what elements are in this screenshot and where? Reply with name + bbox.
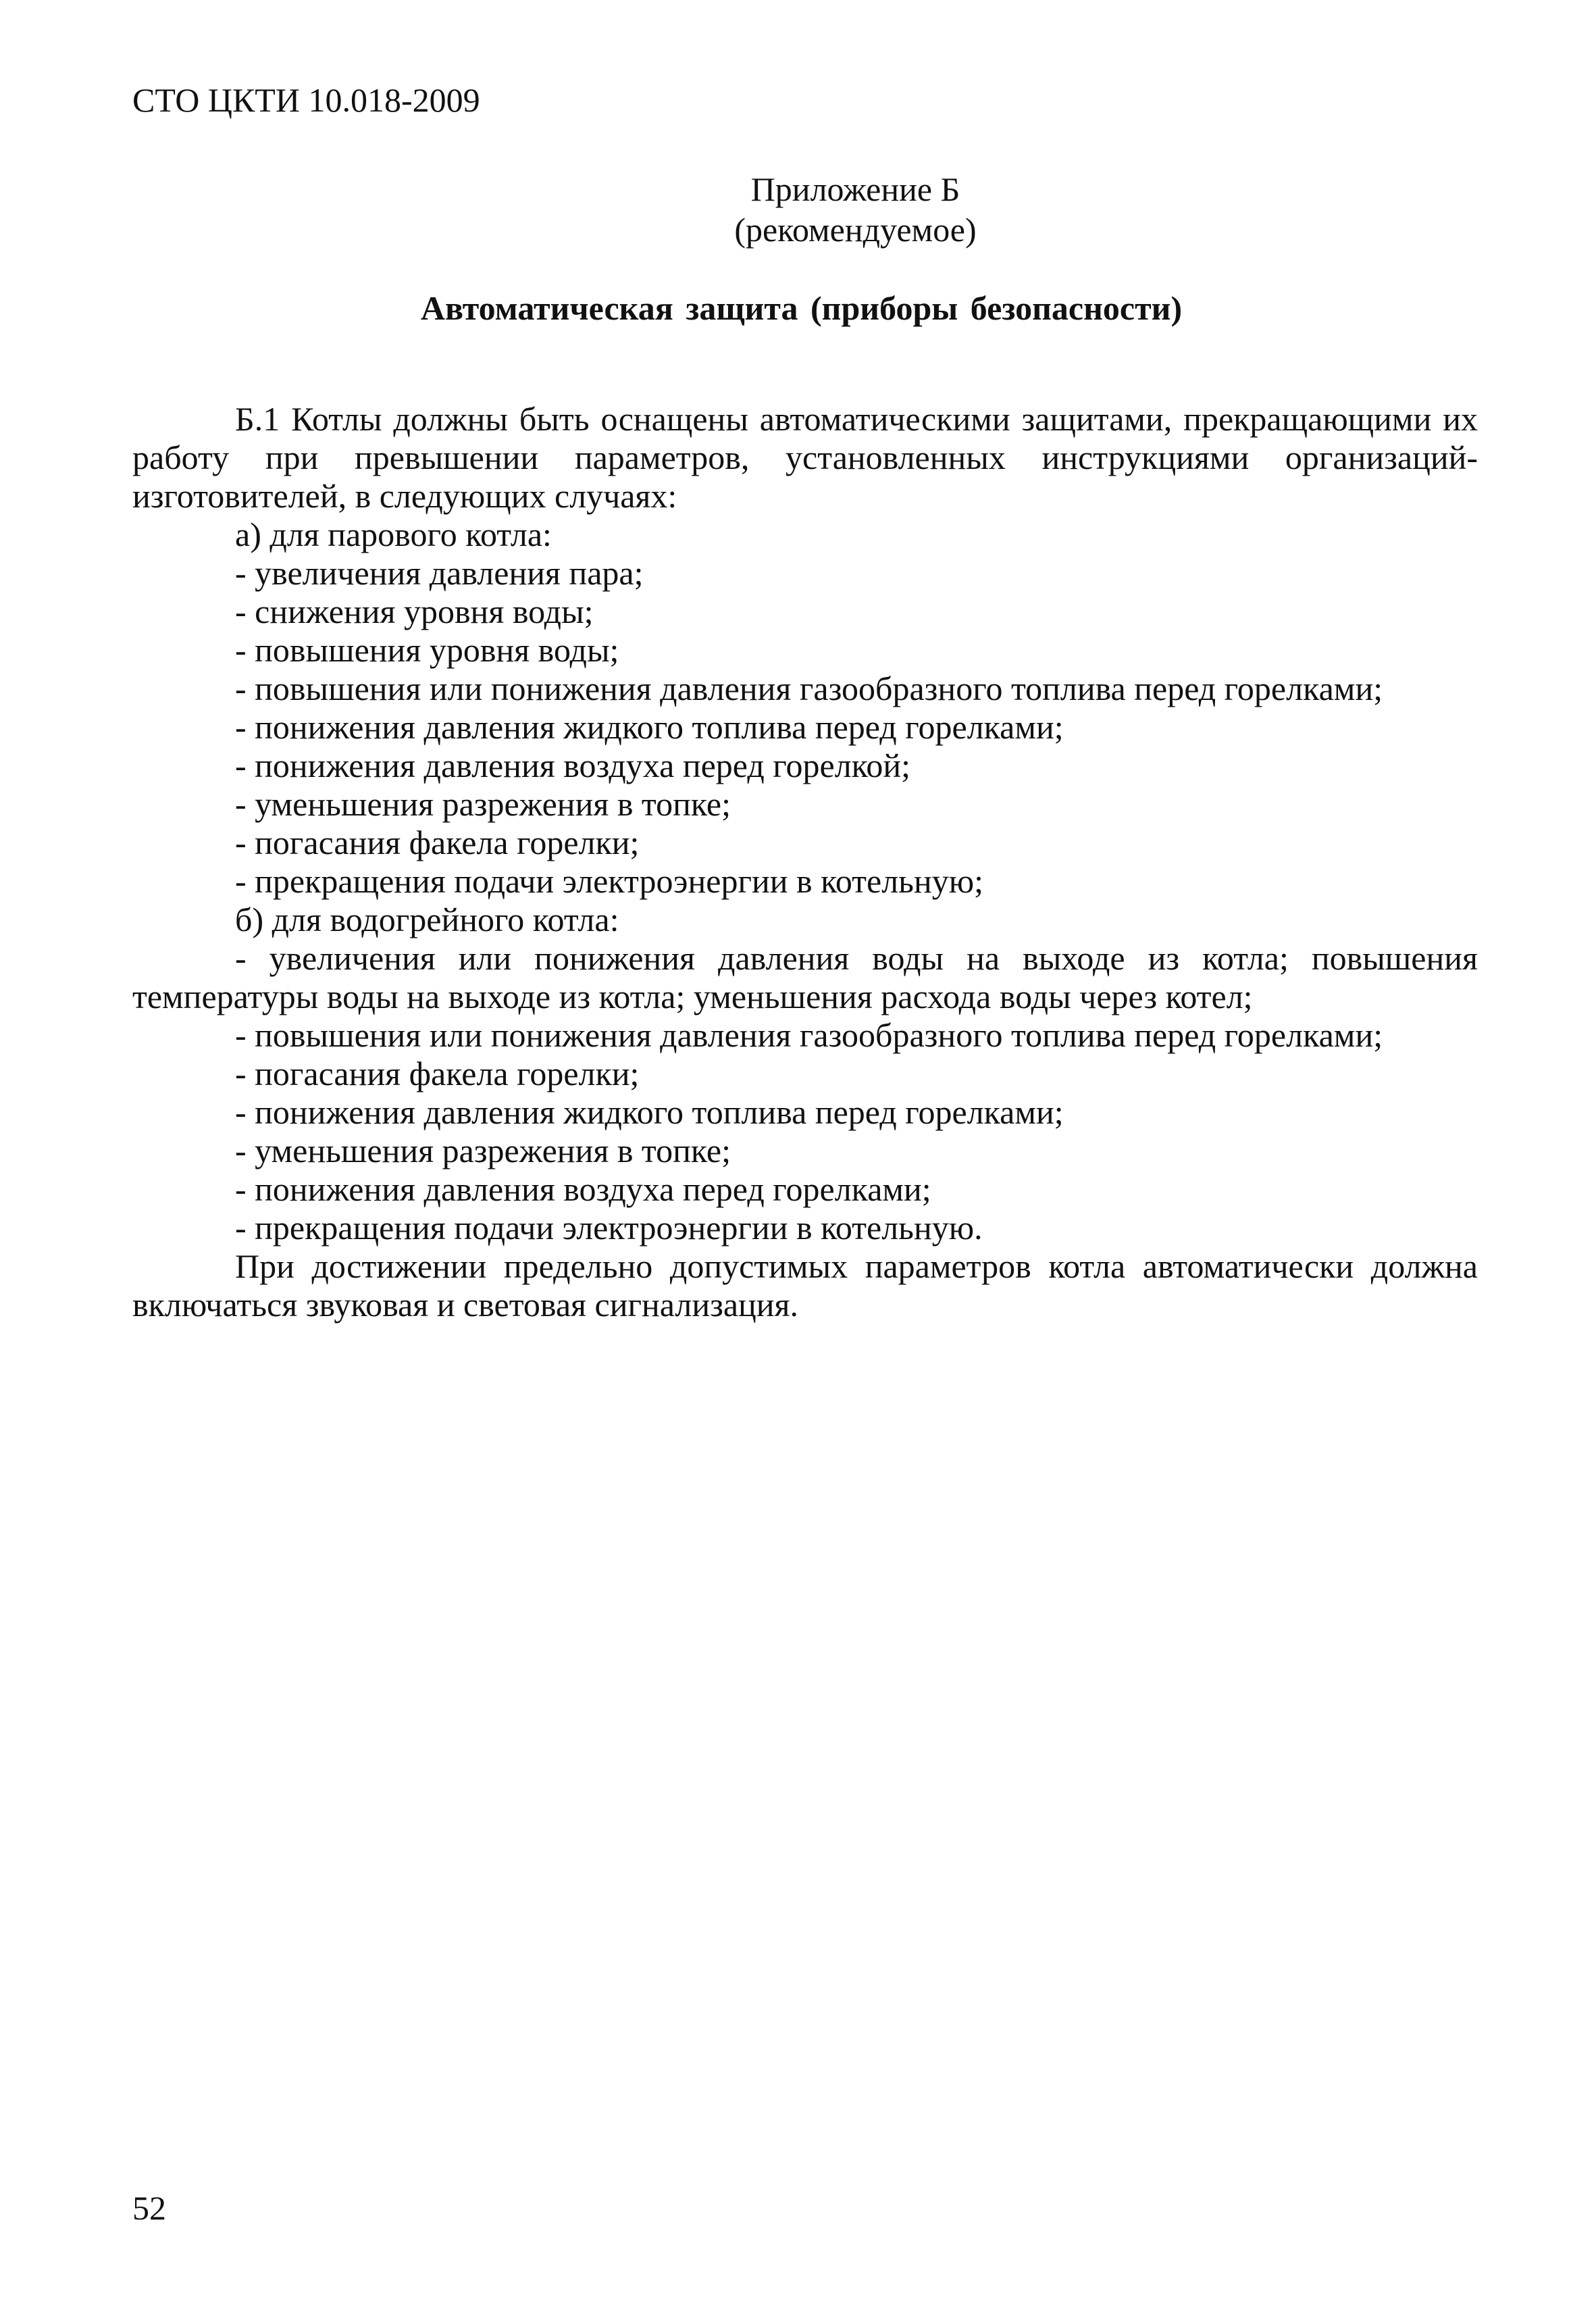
list-item: - прекращения подачи электроэнергии в котельную. [235,1209,983,1247]
list-item: - повышения или понижения давления газообразного топлива перед горелками; [235,670,1383,707]
list-item: - повышения уровня воды; [235,631,619,669]
list-item: - понижения давления жидкого топлива перед горелками; [235,708,1064,746]
closing-paragraph: При достижении предельно допустимых параметров котла автоматически должна включаться звуковая и световая сигнализация. [132,1247,1478,1324]
document-code: СТО ЦКТИ 10.018-2009 [132,81,480,119]
appendix-heading [0,169,1596,250]
intro-paragraph: Б.1 Котлы должны быть оснащены автоматическими защитами, прекращающими их работу при превышении параметров, установленных инструкциями организаций-изготовителей, в следующих случаях: [132,400,1478,515]
section-title: Автоматическая защита (приборы безопасности) [420,289,1183,327]
list-item: - увеличения давления пара; [235,554,644,592]
list-item: - снижения уровня воды; [235,593,594,630]
list-item: - понижения давления воздуха перед горелками; [235,1170,931,1208]
list-item: - погасания факела горелки; [235,824,640,861]
list-item: - уменьшения разрежения в топке; [235,1132,731,1169]
appendix-status: (рекомендуемое) [734,211,977,249]
list-item: - повышения или понижения давления газообразного топлива перед горелками; [235,1016,1383,1054]
water-boiler-heading: б) для водогрейного котла: [235,901,619,938]
appendix-label: Приложение Б [750,170,960,208]
page-number: 52 [132,2189,166,2227]
list-item: - прекращения подачи электроэнергии в котельную; [235,862,983,900]
list-item-multiline: - увеличения или понижения давления воды на выходе из котла; повышения температуры воды на выходе из котла; уменьшения расхода воды через котел; [132,939,1478,1015]
steam-boiler-heading: а) для парового котла: [235,515,552,553]
list-item: - понижения давления воздуха перед горелкой; [235,747,911,784]
body-text [132,400,1478,1324]
list-item: - понижения давления жидкого топлива перед горелками; [235,1093,1064,1131]
list-item: - погасания факела горелки; [235,1055,640,1092]
list-item: - уменьшения разрежения в топке; [235,785,731,823]
